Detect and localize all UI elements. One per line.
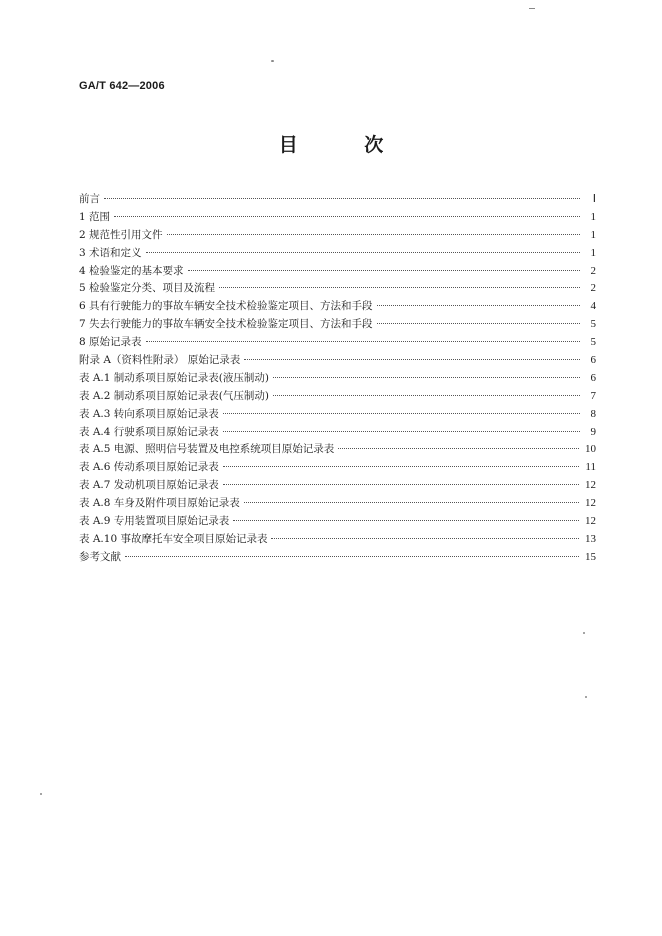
toc-entry-label: 1 范围 — [79, 210, 111, 223]
toc-entry[interactable] — [79, 495, 596, 513]
toc-entry-page: 9 — [590, 425, 596, 438]
toc-entry-page: 10 — [585, 443, 596, 456]
toc-entry[interactable] — [79, 459, 596, 477]
toc-entry[interactable] — [79, 370, 596, 388]
toc-leader-dots — [223, 413, 580, 414]
page-title: 目 次 — [278, 134, 414, 156]
scan-speck — [585, 696, 587, 698]
toc-entry-label: 表 A.4 行驶系项目原始记录表 — [79, 425, 219, 438]
toc-leader-dots — [167, 234, 580, 235]
toc-entry-label: 表 A.10 事故摩托车安全项目原始记录表 — [79, 532, 268, 545]
toc-entry-page: 1 — [590, 246, 596, 259]
toc-entry-label: 7 失去行驶能力的事故车辆安全技术检验鉴定项目、方法和手段 — [79, 318, 373, 331]
toc-entry-page: Ⅰ — [592, 193, 596, 205]
toc-entry-label: 前言 — [79, 193, 100, 205]
toc-entry[interactable] — [79, 227, 596, 245]
toc-entry-page: 2 — [590, 264, 596, 277]
toc-entry[interactable] — [79, 334, 596, 352]
toc-entry-page: 5 — [590, 336, 596, 349]
document-code: GA/T 642—2006 — [79, 80, 165, 92]
toc-entry-label: 5 检验鉴定分类、项目及流程 — [79, 282, 216, 295]
table-of-contents — [79, 191, 596, 567]
toc-leader-dots — [377, 305, 580, 306]
toc-entry-page: 6 — [590, 354, 596, 367]
toc-entry-label: 参考文献 — [79, 550, 121, 563]
toc-entry-label: 表 A.9 专用装置项目原始记录表 — [79, 515, 230, 528]
toc-leader-dots — [377, 323, 580, 324]
toc-leader-dots — [188, 270, 580, 271]
toc-entry-label: 表 A.6 传动系项目原始记录表 — [79, 461, 219, 474]
toc-entry-page: 7 — [590, 389, 596, 402]
toc-entry-label: 2 规范性引用文件 — [79, 228, 163, 241]
toc-entry[interactable] — [79, 477, 596, 495]
toc-entry-label: 表 A.8 车身及附件项目原始记录表 — [79, 497, 240, 510]
scan-speck — [40, 793, 42, 795]
toc-entry-page: 4 — [590, 300, 596, 313]
toc-entry[interactable] — [79, 280, 596, 298]
toc-entry-page: 8 — [590, 407, 596, 420]
toc-entry-label: 表 A.2 制动系项目原始记录表(气压制动) — [79, 389, 269, 402]
toc-entry[interactable] — [79, 388, 596, 406]
toc-entry-label: 表 A.7 发动机项目原始记录表 — [79, 479, 219, 492]
toc-entry-page: 6 — [590, 371, 596, 384]
toc-entry-label: 8 原始记录表 — [79, 336, 142, 349]
toc-entry[interactable] — [79, 531, 596, 549]
toc-entry-page: 12 — [585, 497, 596, 510]
toc-leader-dots — [219, 287, 580, 288]
toc-entry-label: 表 A.3 转向系项目原始记录表 — [79, 407, 219, 420]
toc-leader-dots — [125, 556, 579, 557]
toc-entry-page: 15 — [585, 550, 596, 563]
toc-entry-page: 11 — [585, 461, 596, 474]
toc-leader-dots — [244, 502, 579, 503]
toc-entry-label: 6 具有行驶能力的事故车辆安全技术检验鉴定项目、方法和手段 — [79, 300, 373, 313]
toc-leader-dots — [146, 252, 580, 253]
toc-leader-dots — [114, 216, 580, 217]
toc-entry[interactable] — [79, 406, 596, 424]
toc-leader-dots — [223, 484, 579, 485]
toc-entry-page: 1 — [590, 210, 596, 223]
toc-leader-dots — [273, 377, 580, 378]
toc-entry-page: 13 — [585, 532, 596, 545]
toc-entry-page: 12 — [585, 515, 596, 528]
toc-entry-label: 表 A.1 制动系项目原始记录表(液压制动) — [79, 371, 269, 384]
scan-speck — [583, 632, 585, 634]
toc-entry-page: 5 — [590, 318, 596, 331]
toc-entry[interactable] — [79, 549, 596, 567]
scan-speck — [271, 60, 274, 62]
toc-entry[interactable] — [79, 298, 596, 316]
toc-entry-label: 3 术语和定义 — [79, 246, 142, 259]
toc-entry[interactable] — [79, 316, 596, 334]
toc-entry-page: 1 — [590, 228, 596, 241]
toc-leader-dots — [223, 431, 580, 432]
scan-speck — [529, 8, 535, 9]
toc-leader-dots — [146, 341, 580, 342]
toc-leader-dots — [233, 520, 579, 521]
toc-entry-label: 附录 A（资料性附录） 原始记录表 — [79, 354, 241, 367]
toc-leader-dots — [338, 448, 579, 449]
toc-entry[interactable] — [79, 191, 596, 209]
toc-entry[interactable] — [79, 352, 596, 370]
toc-entry[interactable] — [79, 245, 596, 263]
toc-entry[interactable] — [79, 513, 596, 531]
toc-leader-dots — [273, 395, 580, 396]
toc-entry[interactable] — [79, 209, 596, 227]
toc-entry[interactable] — [79, 263, 596, 281]
toc-leader-dots — [104, 198, 580, 199]
toc-leader-dots — [223, 466, 580, 467]
toc-entry-label: 4 检验鉴定的基本要求 — [79, 264, 184, 277]
toc-entry-page: 2 — [590, 282, 596, 295]
toc-leader-dots — [244, 359, 580, 360]
toc-entry-page: 12 — [585, 479, 596, 492]
toc-entry[interactable] — [79, 441, 596, 459]
toc-leader-dots — [271, 538, 579, 539]
toc-entry[interactable] — [79, 424, 596, 442]
toc-entry-label: 表 A.5 电源、照明信号装置及电控系统项目原始记录表 — [79, 443, 335, 456]
